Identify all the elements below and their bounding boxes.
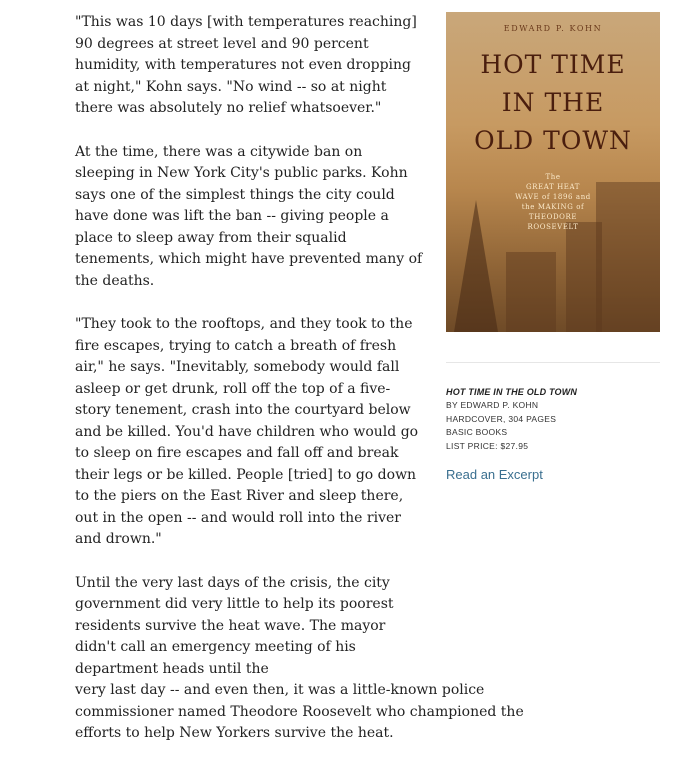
- book-sidebar: [446, 12, 660, 484]
- cover-title-line: IN THE: [501, 88, 605, 117]
- cover-building: [506, 252, 556, 332]
- cover-title: [446, 46, 660, 160]
- article-paragraph: At the time, there was a citywide ban on sleeping in New York City's public parks. Kohn says one of the simplest things the city could have done was lift the ban -- giving people a place to sleep away from their squalid tenements, which might have prevented many of the deaths.: [75, 143, 423, 289]
- article-paragraph-part: Until the very last days of the crisis, the city government did very little to help its poorest residents survive the heat wave. The mayor didn't call an emergency meeting of his department heads until the: [75, 574, 394, 677]
- article-paragraph-part: very last day -- and even then, it was a little-known police commissioner named Theodore Roosevelt who championed the efforts to help New Yorkers survive the heat.: [75, 682, 524, 741]
- article-paragraph: [75, 573, 545, 745]
- book-publisher: BASIC BOOKS: [446, 427, 508, 437]
- cover-subtitle-line: the MAKING of: [521, 203, 585, 211]
- cover-subtitle-line: The: [545, 173, 561, 181]
- cover-title-line: HOT TIME: [480, 50, 626, 79]
- article-paragraph: "This was 10 days [with temperatures reaching] 90 degrees at street level and 90 percent humidity, with temperatures not even dropping at night," Kohn says. "No wind -- so at night there was absolutely no relief whatsoever.": [75, 14, 417, 116]
- cover-building: [566, 222, 602, 332]
- article-paragraph: "They took to the rooftops, and they took to the fire escapes, trying to catch a breath of fresh air," he says. "Inevitably, somebody would fall asleep or get drunk, roll off the top of a five-story tenement, crash into the courtyard below and be killed. You'd have children who would go to sleep on fire escapes and fall off and break their legs or be killed. People [tried] to go down to the piers on the East River and sleep there, out in the open -- and would roll into the river and drown.": [75, 316, 419, 547]
- cover-author: EDWARD P. KOHN: [503, 24, 603, 33]
- cover-subtitle-line: THEODORE: [528, 213, 578, 221]
- book-title: HOT TIME IN THE OLD TOWN: [446, 387, 578, 397]
- cover-subtitle-line: WAVE of 1896 and: [515, 193, 591, 201]
- book-cover-image[interactable]: [446, 12, 660, 332]
- book-format: HARDCOVER, 304 PAGES: [446, 413, 557, 424]
- cover-subtitle-line: GREAT HEAT: [525, 183, 581, 191]
- cover-title-line: OLD TOWN: [474, 126, 632, 155]
- cover-subtitle-line: ROOSEVELT: [527, 223, 579, 231]
- book-price: LIST PRICE: $27.95: [446, 440, 529, 451]
- read-excerpt-link[interactable]: Read an Excerpt: [446, 467, 543, 482]
- sidebar-divider: [446, 362, 660, 363]
- book-author: BY EDWARD P. KOHN: [446, 400, 539, 410]
- cover-subtitle: [486, 172, 620, 232]
